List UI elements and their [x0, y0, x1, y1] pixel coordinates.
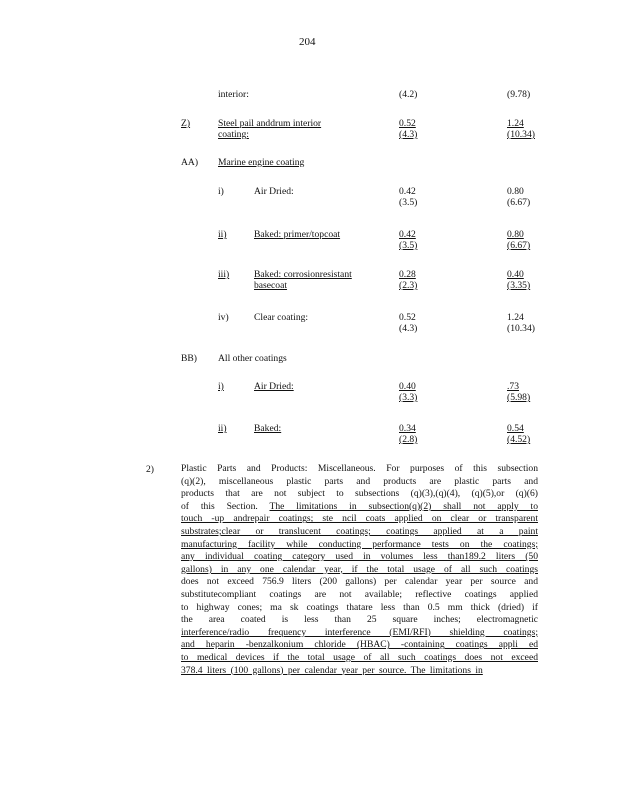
row-marker: Z)	[181, 118, 191, 129]
row-value-lb-per-gal: (5.98)	[507, 392, 531, 403]
paragraph-line: interference/radio frequency interference (EMI/RFI) shielding coatings;	[181, 626, 538, 638]
row-marker: BB)	[181, 353, 197, 364]
paragraph-line-text: of this Section.	[181, 500, 270, 512]
row-value-lb-per-gal: (6.67)	[507, 240, 531, 251]
row-label: Baked:	[254, 423, 282, 434]
paragraph-line: touch -up andrepair coatings; ste ncil coats applied on clear or transparent	[181, 513, 538, 525]
row-label: coating:	[218, 129, 249, 140]
paragraph-line: to highway cones; ma sk coatings thatare less than 0.5 mm thick (dried) if	[181, 601, 538, 613]
row-sub-marker: ii)	[218, 423, 227, 434]
row-label: Marine engine coating	[218, 157, 305, 168]
row-sub-marker: iii)	[218, 269, 230, 280]
paragraph-line: any individual coating category used in volumes less than189.2 liters (50	[181, 551, 538, 563]
row-value-kg-per-l: 0.34	[399, 423, 416, 434]
paragraph-line: substrates;clear or translucent coatings; coatings applied at a paint	[181, 525, 538, 537]
row-sub-marker: ii)	[218, 229, 227, 240]
row-label: Baked: corrosionresistant	[254, 269, 352, 280]
row-value-lb-per-gal: (9.78)	[507, 89, 531, 100]
row-label: Baked: primer/topcoat	[254, 229, 341, 240]
row-value-kg-per-l: 0.42	[399, 229, 416, 240]
row-value-kg-per-l: (3.5)	[399, 197, 418, 208]
row-marker: AA)	[181, 157, 199, 168]
page-number: 204	[299, 36, 316, 48]
row-label: interior:	[218, 89, 249, 100]
row-sub-marker: i)	[218, 381, 224, 392]
row-value-lb-per-gal: (10.34)	[507, 323, 535, 334]
paragraph-line: does not exceed 756.9 liters (200 gallons) per calendar year per source and	[181, 576, 538, 588]
row-value-lb-per-gal: (3.35)	[507, 280, 531, 291]
paragraph-line: to medical devices if the total usage of all such coatings does not exceed	[181, 651, 538, 663]
row-value-lb-per-gal: (4.52)	[507, 434, 531, 445]
row-value-kg-per-l: 0.28	[399, 269, 416, 280]
paragraph-line: 378.4 liters (100 gallons) per calendar year per source. The limitations in	[181, 664, 483, 676]
row-value-lb-per-gal: (10.34)	[507, 129, 535, 140]
row-value-lb-per-gal: 1.24	[507, 312, 524, 323]
row-value-kg-per-l: 0.52	[399, 312, 416, 323]
row-value-kg-per-l: 0.40	[399, 381, 416, 392]
paragraph-body	[181, 463, 538, 677]
row-label: Air Dried:	[254, 186, 294, 197]
row-label: All other coatings	[218, 353, 287, 364]
row-value-kg-per-l: (4.3)	[399, 129, 418, 140]
row-value-kg-per-l: (2.8)	[399, 434, 418, 445]
row-label: Air Dried:	[254, 381, 294, 392]
row-value-kg-per-l: 0.42	[399, 186, 416, 197]
row-value-lb-per-gal: 0.80	[507, 229, 524, 240]
row-label: Clear coating:	[254, 312, 309, 323]
row-value-lb-per-gal: 0.54	[507, 423, 524, 434]
paragraph-line: and heparin -benzalkonium chloride (HBAC) -containing coatings appli ed	[181, 639, 538, 651]
paragraph-line-amended-text: The limitations in subsection(q)(2) shall not apply to	[269, 500, 538, 512]
paragraph-line: substitutecompliant coatings are not available; reflective coatings applied	[181, 588, 538, 600]
paragraph-number: 2)	[146, 464, 154, 475]
row-value-lb-per-gal: (6.67)	[507, 197, 531, 208]
paragraph-line: gallons) in any one calendar year, if the total usage of all such coatings	[181, 563, 538, 575]
row-value-kg-per-l: 0.52	[399, 118, 416, 129]
row-value-lb-per-gal: 0.80	[507, 186, 524, 197]
paragraph-line: the area coated is less than 25 square inches; electromagnetic	[181, 614, 538, 626]
row-value-kg-per-l: (3.5)	[399, 240, 418, 251]
row-value-kg-per-l: (4.3)	[399, 323, 418, 334]
row-sub-marker: iv)	[218, 312, 229, 323]
row-value-lb-per-gal: 0.40	[507, 269, 524, 280]
row-value-kg-per-l: (3.3)	[399, 392, 418, 403]
paragraph-line: manufacturing facility while conducting performance tests on the coatings;	[181, 538, 538, 550]
row-value-lb-per-gal: .73	[507, 381, 519, 392]
row-label: basecoat	[254, 280, 288, 291]
paragraph-line: products that are not subject to subsections (q)(3),(q)(4), (q)(5),or (q)(6)	[181, 488, 538, 500]
row-value-kg-per-l: (2.3)	[399, 280, 418, 291]
paragraph-line: Plastic Parts and Products: Miscellaneous. For purposes of this subsection	[181, 463, 538, 474]
paragraph-line	[181, 501, 538, 514]
row-value-lb-per-gal: 1.24	[507, 118, 524, 129]
row-sub-marker: i)	[218, 186, 224, 197]
paragraph-line: (q)(2), miscellaneous plastic parts and products are plastic parts and	[181, 475, 538, 487]
row-label: Steel pail anddrum interior	[218, 118, 322, 129]
row-value-kg-per-l: (4.2)	[399, 89, 418, 100]
